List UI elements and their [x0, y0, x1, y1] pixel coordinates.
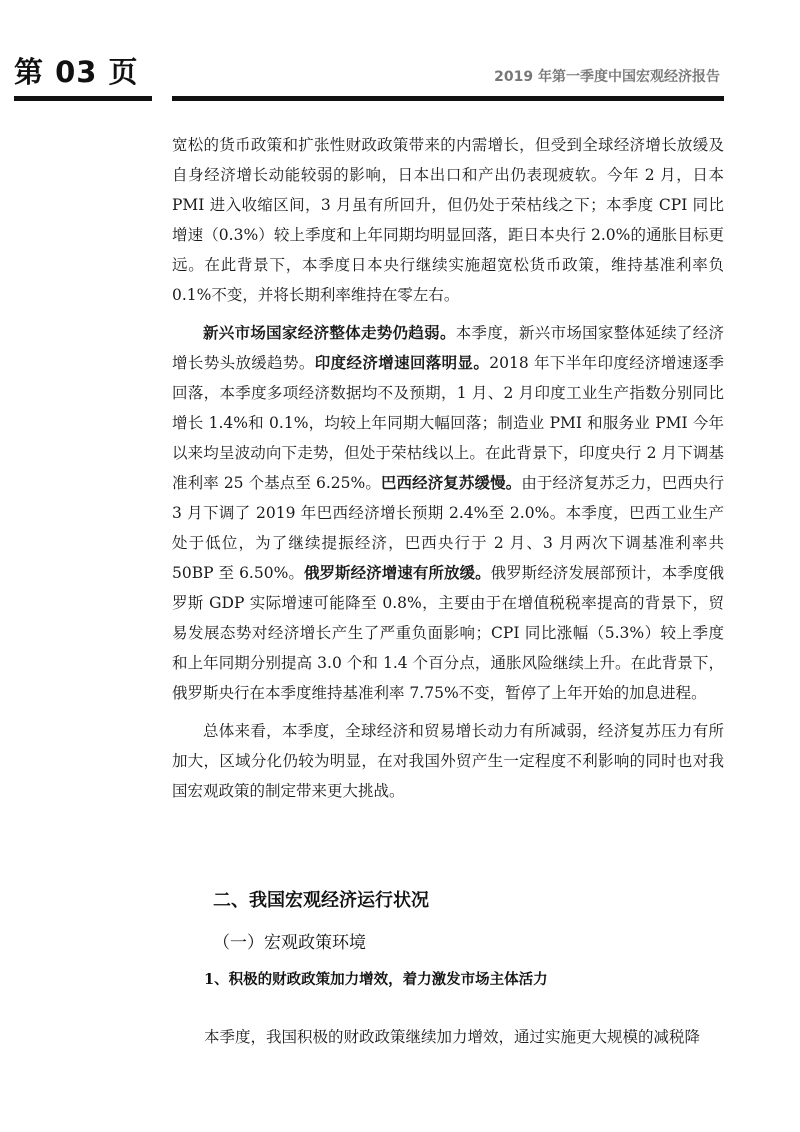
report-title: 2019 年第一季度中国宏观经济报告: [494, 69, 720, 85]
text-russia: 俄罗斯经济发展部预计，本季度俄罗斯 GDP 实际增速可能降至 0.8%，主要由于在增值税税率提高的背景下，贸易发展态势对经济增长产生了严重负面影响；CPI 同比涨幅（5.3%）较上季度和上年同期分别提高 3.0 个和 1.4 个百分点，通胀风险继续上升。在此背景下，俄罗斯央行在本季度维持基准利率 7.75%不变，暂停了上年开始的加息进程。: [172, 564, 724, 702]
item-heading: 1、积极的财政政策加力增效，着力激发市场主体活力: [204, 971, 548, 988]
bold-lead-emerging: 新兴市场国家经济整体走势仍趋弱。: [203, 323, 456, 342]
body-text: [172, 130, 724, 806]
paragraph-japan: 宽松的货币政策和扩张性财政政策带来的内需增长，但受到全球经济增长放缓及自身经济增长动能较弱的影响，日本出口和产出仍表现疲软。今年 2 月，日本 PMI 进入收缩区间，3 月虽有所回升，但仍处于荣枯线之下；本季度 CPI 同比增速（0.3%）较上季度和上年同期均明显回落，距日本央行 2.0%的通胀目标更远。在此背景下，本季度日本央行继续实施超宽松货币政策，维持基准利率负 0.1%不变，并将长期利率维持在零左右。: [172, 136, 724, 304]
bold-lead-india: 印度经济增速回落明显。: [314, 353, 490, 372]
paragraph-summary: 总体来看，本季度，全球经济和贸易增长动力有所减弱，经济复苏压力有所加大，区域分化仍较为明显，在对我国外贸产生一定程度不利影响的同时也对我国宏观政策的制定带来更大挑战。: [172, 722, 724, 800]
paragraph-fiscal-policy: 本季度，我国积极的财政政策继续加力增效，通过实施更大规模的减税降: [204, 1028, 701, 1046]
paragraph-emerging-markets: [172, 318, 724, 708]
text-india: 2018 年下半年印度经济增速逐季回落，本季度多项经济数据均不及预期，1 月、2 月印度工业生产指数分别同比增长 1.4%和 0.1%，均较上年同期大幅回落；制造业 PMI 和服务业 PMI 今年以来均呈波动向下走势，但处于荣枯线以上。在此背景下，印度央行 2 月下调基准利率 25 个基点至 6.25%。: [172, 354, 724, 492]
page-number: 第 03 页: [14, 55, 139, 89]
subsection-heading: （一）宏观政策环境: [213, 933, 366, 953]
text-brazil: 由于经济复苏乏力，巴西央行 3 月下调了 2019 年巴西经济增长预期 2.4%至 2.0%。本季度，巴西工业生产处于低位，为了继续提振经济，巴西央行于 2 月、3 月两次下调基准利率共 50BP 至 6.50%。: [172, 474, 724, 582]
section-heading: 二、我国宏观经济运行状况: [213, 890, 429, 911]
header-rule-left: [14, 96, 152, 101]
bold-lead-brazil: 巴西经济复苏缓慢。: [380, 473, 522, 492]
header-rule-right: [172, 96, 724, 101]
bold-lead-russia: 俄罗斯经济增速有所放缓。: [303, 563, 491, 582]
text-emerging: 本季度，新兴市场国家整体延续了经济增长势头放缓趋势。: [172, 324, 724, 372]
